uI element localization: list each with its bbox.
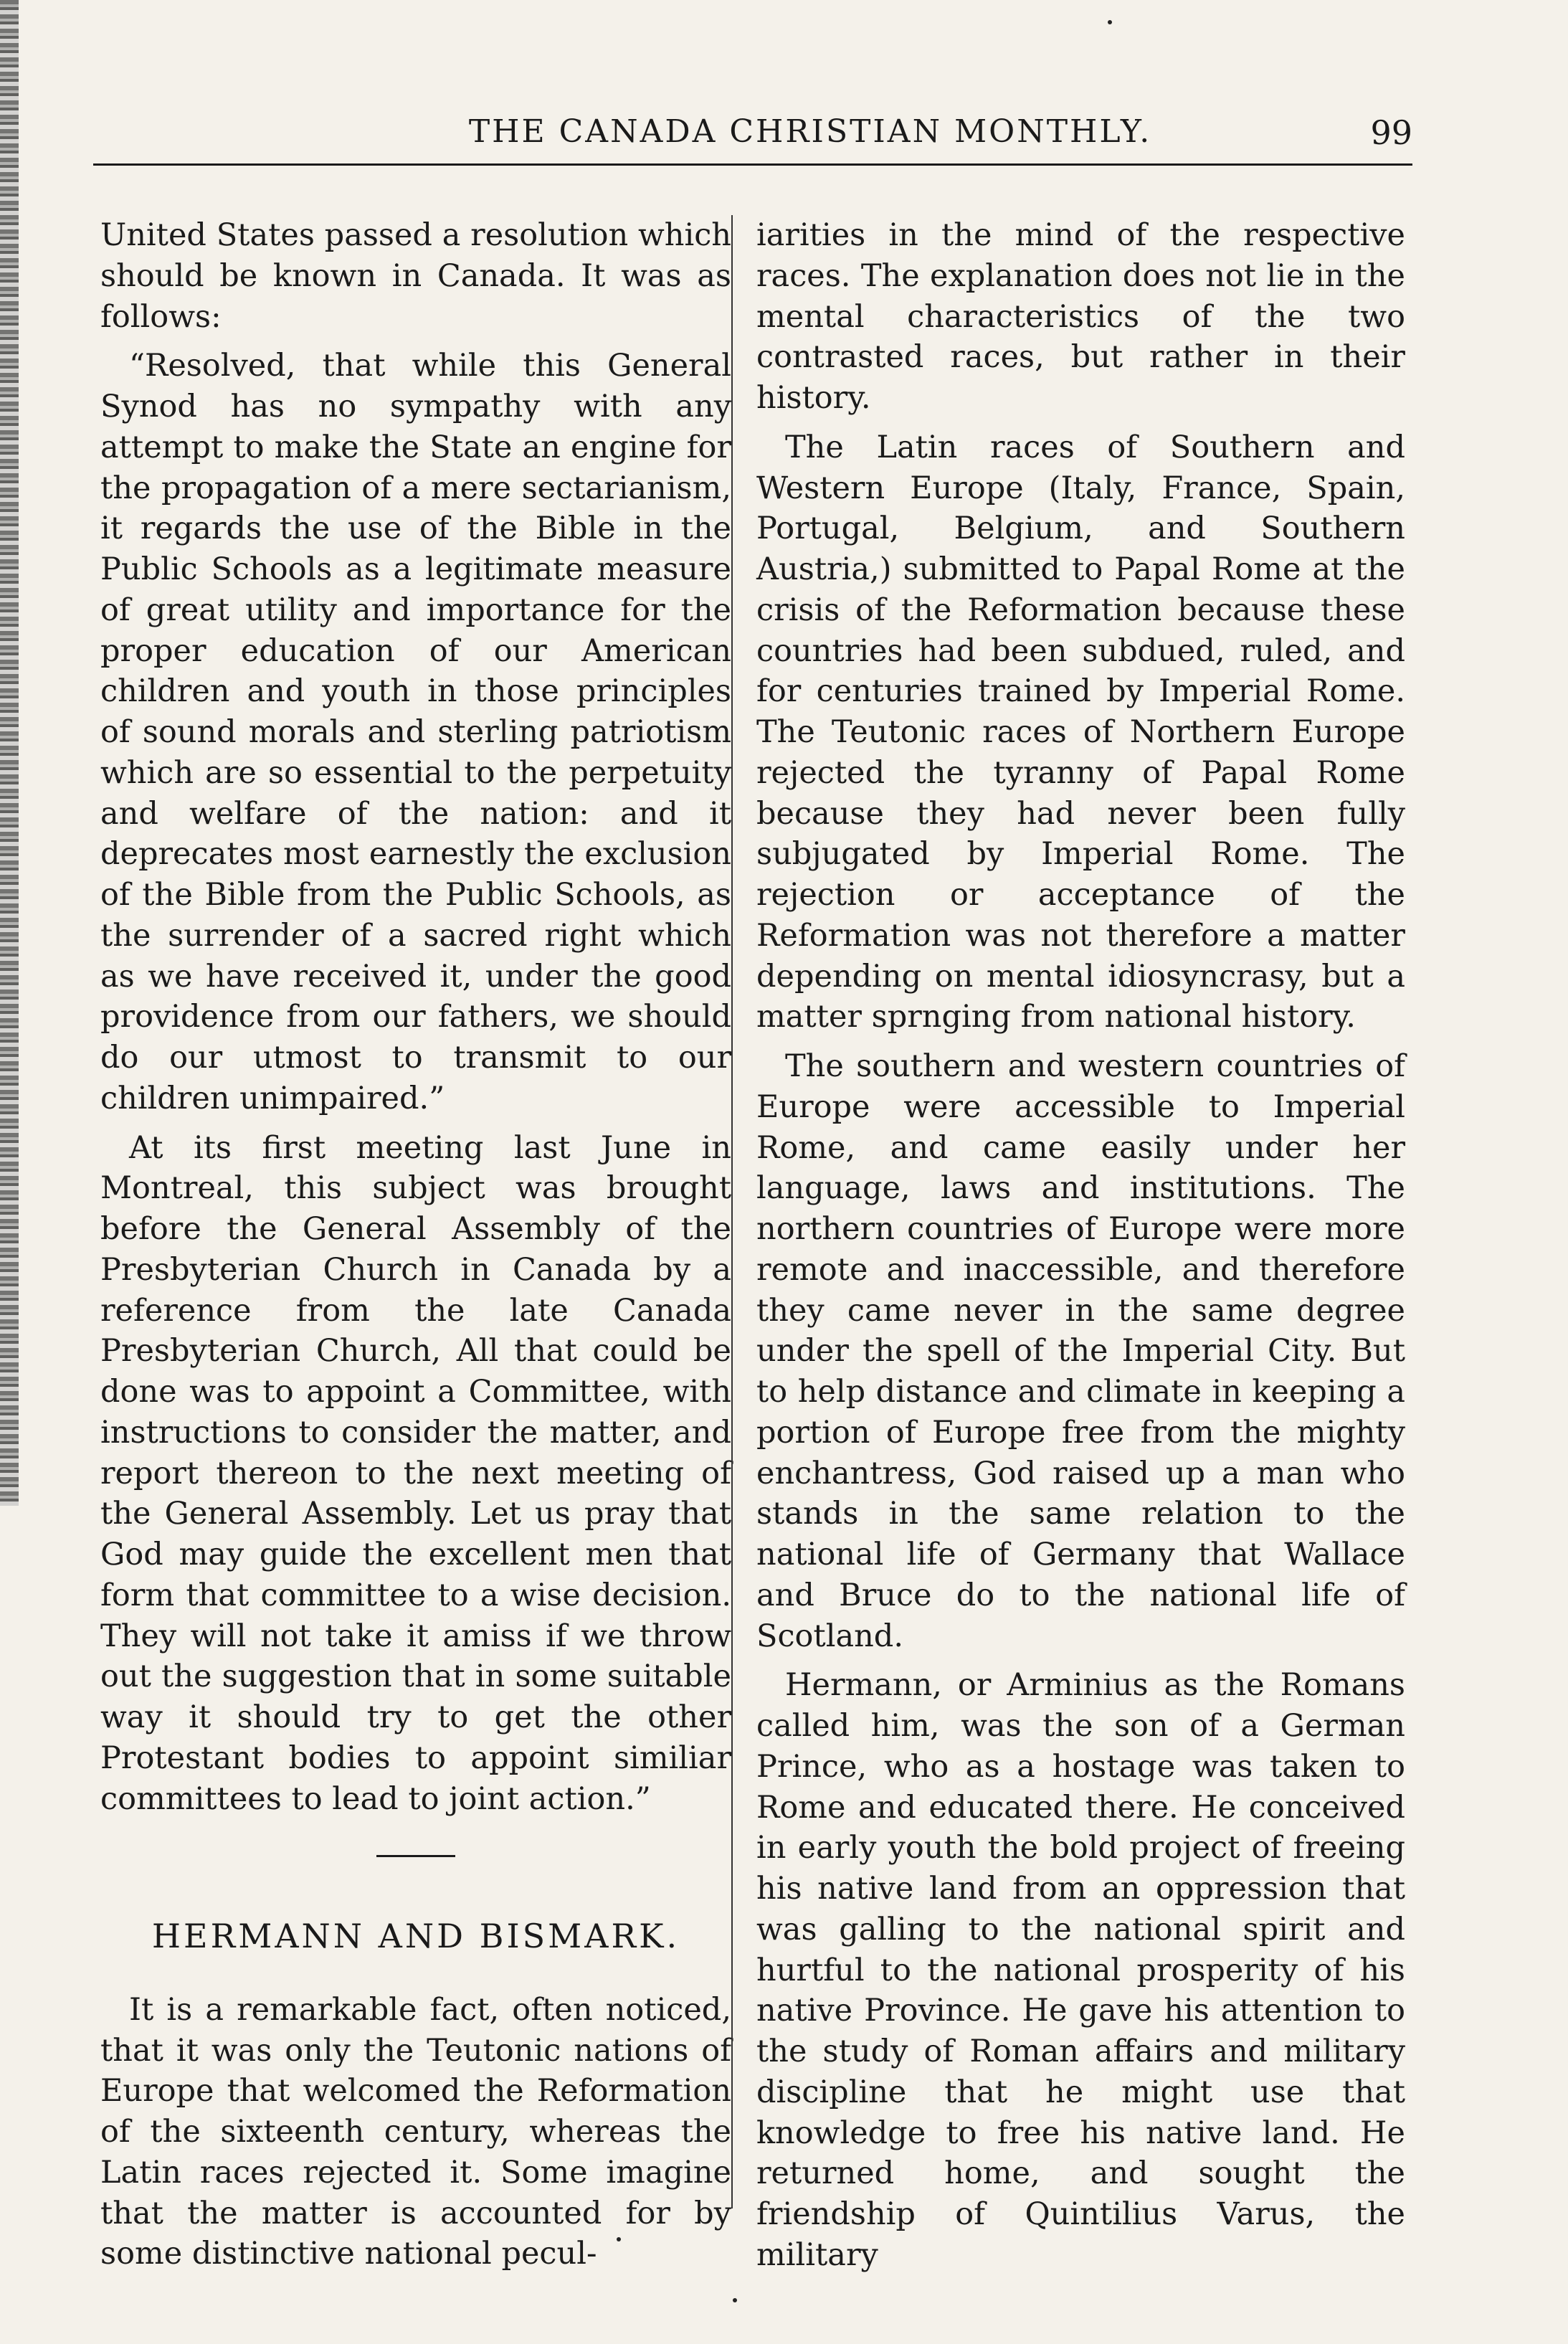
paragraph: “Resolved, that while this General Synod has no sympathy with any attempt to make the State an engine for the propagation of a mere sectarianism, it regards the use of the Bible in the Public Schools as a legitimate measure of great utility and importance for the proper education of our American children and youth in those principles of sound morals and sterling patriotism which are so essential to the perpetuity and welfare of the nation: and it deprecates most earnestly the exclusion of the Bible from the Public Schools, as the surrender of a sacred right which as we have received it, under the good providence from our fathers, we should do our utmost to transmit to our children unimpaired.” [100, 348, 731, 1116]
header-rule [93, 163, 1412, 166]
paragraph: It is a remarkable fact, often noticed, that it was only the Teutonic nations of Europe that welcomed the Reformation of the sixteenth century, whereas the Latin races rejected it. Some imagine that the matter is accounted for by some distinctive national pecul- [100, 1991, 731, 2272]
paragraph: Hermann, or Arminius as the Romans called him, was the son of a German Prince, who as a hostage was taken to Rome and educated there. He conceived in early youth the bold project of freeing his native land from an oppression that was galling to the national spirit and hurtful to the national prosperity of his native Province. He gave his attention to the study of Roman affairs and military discipline that he might use that knowledge to free his native land. He returned home, and sought the friendship of Quintilius Varus, the military [756, 1667, 1405, 2273]
paragraph: iarities in the mind of the respective races. The explanation does not lie in the mental characteristics of the two contrasted races, but rather in their history. [756, 217, 1405, 416]
paragraph: At its first meeting last June in Montreal, this subject was brought before the General Assembly of the Presbyterian Church in Canada by a reference from the late Canada Presbyterian Church, All that could be done was to appoint a Committee, with instructions to consider the matter, and report thereon to the next meeting of the General Assembly. Let us pray that God may guide the excellent men that form that committee to a wise decision. They will not take it amiss if we throw out the suggestion that in some suitable way it should try to get the other Protestant bodies to appoint similiar committees to lead to joint action.” [100, 1129, 731, 1817]
right-column [756, 215, 1405, 2284]
binding-edge [0, 0, 19, 1506]
print-speck [617, 2237, 621, 2241]
left-column [100, 215, 731, 2283]
section-divider [376, 1855, 455, 1857]
page-number: 99 [1370, 113, 1412, 152]
print-speck [1108, 20, 1112, 24]
paragraph: The southern and western countries of Europe were accessible to Imperial Rome, and came easily under her language, laws and institutions. The northern countries of Europe were more remote and inaccessible, and therefore they came never in the same degree under the spell of the Imperial City. But to help distance and climate in keeping a portion of Europe free from the mighty enchantress, God raised up a man who stands in the same relation to the national life of Germany that Wallace and Bruce do to the national life of Scotland. [756, 1048, 1405, 1654]
running-title: THE CANADA CHRISTIAN MONTHLY. [468, 113, 1152, 150]
paragraph: United States passed a resolution which should be known in Canada. It was as follows: [100, 217, 731, 335]
paragraph: The Latin races of Southern and Western Europe (Italy, France, Spain, Portugal, Belgium, and Southern Austria,) submitted to Papal Rome at the crisis of the Reformation because these countries had been subdued, ruled, and for centuries trained by Imperial Rome. The Teutonic races of Northern Europe rejected the tyranny of Papal Rome because they had never been fully subjugated by Imperial Rome. The rejection or acceptance of the Reformation was not therefore a matter depending on mental idiosyncrasy, but a matter sprnging from national history. [756, 429, 1405, 1035]
page-header [93, 113, 1412, 178]
column-divider [731, 215, 733, 2208]
section-heading: HERMANN AND BISMARK. [151, 1917, 680, 1956]
print-speck [733, 2298, 737, 2302]
